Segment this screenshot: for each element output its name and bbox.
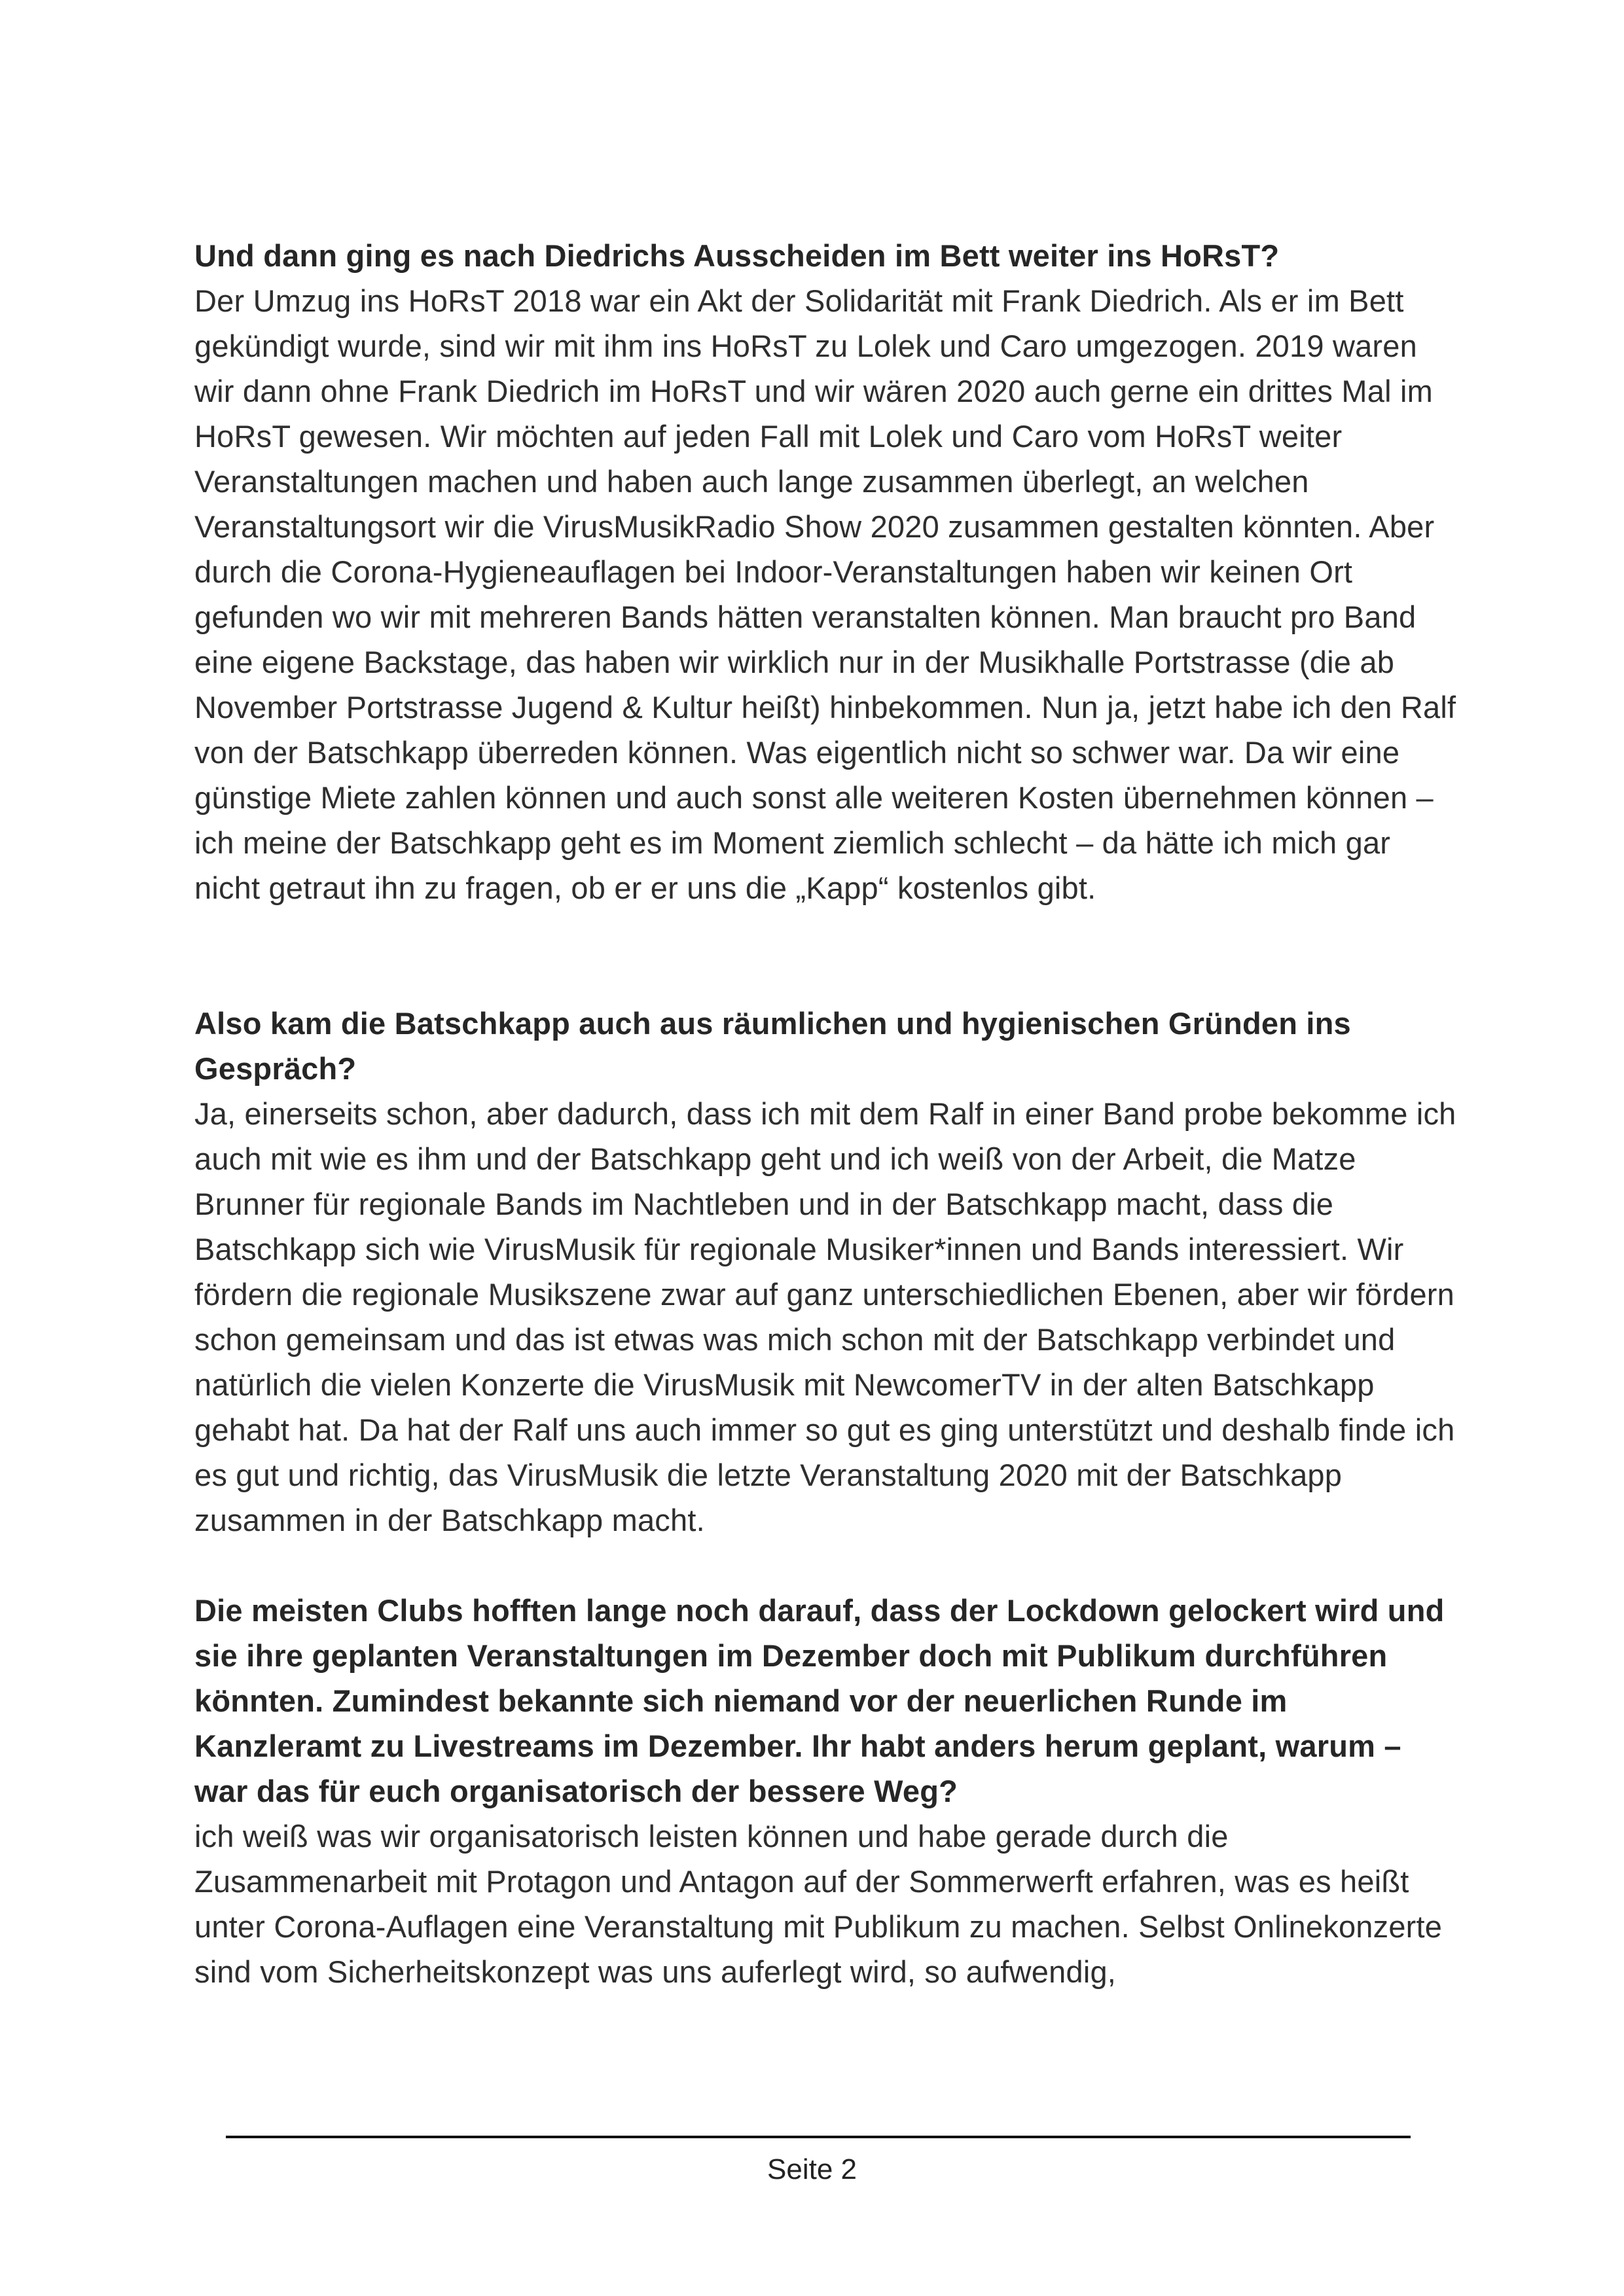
answer-paragraph: Der Umzug ins HoRsT 2018 war ein Akt der Solidarität mit Frank Diedrich. Als er im Bett gekündigt wurde, sind wir mit ihm ins HoRsT zu Lolek und Caro umgezogen. 2019 waren wir dann ohne Frank Diedrich im HoRsT und wir wären 2020 auch gerne ein drittes Mal im HoRsT gewesen. Wir möchten auf jeden Fall mit Lolek und Caro vom HoRsT weiter Veranstaltungen machen und haben auch lange zusammen überlegt, an welchen Veranstaltungsort wir die VirusMusikRadio Show 2020 zusammen gestalten könnten. Aber durch die Corona-Hygieneauflagen bei Indoor-Veranstaltungen haben wir keinen Ort gefunden wo wir mit mehreren Bands hätten veranstalten können. Man braucht pro Band eine eigene Backstage, das haben wir wirklich nur in der Musikhalle Portstrasse (die ab November Portstrasse Jugend & Kultur heißt) hinbekommen. Nun ja, jetzt habe ich den Ralf von der Batschkapp überreden können. Was eigentlich nicht so schwer war. Da wir eine günstige Miete zahlen können und auch sonst alle weiteren Kosten übernehmen können – ich meine der Batschkapp geht es im Moment ziemlich schlecht – da hätte ich mich gar nicht getraut ihn zu fragen, ob er er uns die „Kapp“ kostenlos gibt. (194, 283, 1456, 905)
document-body (194, 233, 1458, 1994)
page-number: Seite 2 (767, 2153, 857, 2185)
interview-section-2 (194, 1001, 1458, 1543)
interview-section-3 (194, 1588, 1458, 1994)
answer-paragraph: Ja, einerseits schon, aber dadurch, dass ich mit dem Ralf in einer Band probe bekomme ich auch mit wie es ihm und der Batschkapp geht und ich weiß von der Arbeit, die Matze Brunner für regionale Bands im Nachtleben und in der Batschkapp macht, dass die Batschkapp sich wie VirusMusik für regionale Musiker*innen und Bands interessiert. Wir fördern die regionale Musikszene zwar auf ganz unterschiedlichen Ebenen, aber wir fördern schon gemeinsam und das ist etwas was mich schon mit der Batschkapp verbindet und natürlich die vielen Konzerte die VirusMusik mit NewcomerTV in der alten Batschkapp gehabt hat. Da hat der Ralf uns auch immer so gut es ging unterstützt und deshalb finde ich es gut und richtig, das VirusMusik die letzte Veranstaltung 2020 mit der Batschkapp zusammen in der Batschkapp macht. (194, 1096, 1456, 1537)
answer-paragraph: ich weiß was wir organisatorisch leisten können und habe gerade durch die Zusammenarbeit mit Protagon und Antagon auf der Sommerwerft erfahren, was es heißt unter Corona-Auflagen eine Veranstaltung mit Publikum zu machen. Selbst Onlinekonzerte sind vom Sicherheitskonzept was uns auferlegt wird, so aufwendig, (194, 1819, 1443, 1989)
question-heading: Also kam die Batschkapp auch aus räumlichen und hygienischen Gründen ins Gespräch? (194, 1006, 1351, 1086)
interview-section-1 (194, 233, 1458, 910)
question-heading: Die meisten Clubs hofften lange noch darauf, dass der Lockdown gelockert wird und sie ihre geplanten Veranstaltungen im Dezember doch mit Publikum durchführen könnten. Zumindest bekannte sich niemand vor der neuerlichen Runde im Kanzleramt zu Livestreams im Dezember. Ihr habt anders herum geplant, warum – war das für euch organisatorisch der bessere Weg? (194, 1593, 1445, 1808)
question-heading: Und dann ging es nach Diedrichs Ausscheiden im Bett weiter ins HoRsT? (194, 238, 1280, 273)
footer-divider (226, 2136, 1411, 2138)
